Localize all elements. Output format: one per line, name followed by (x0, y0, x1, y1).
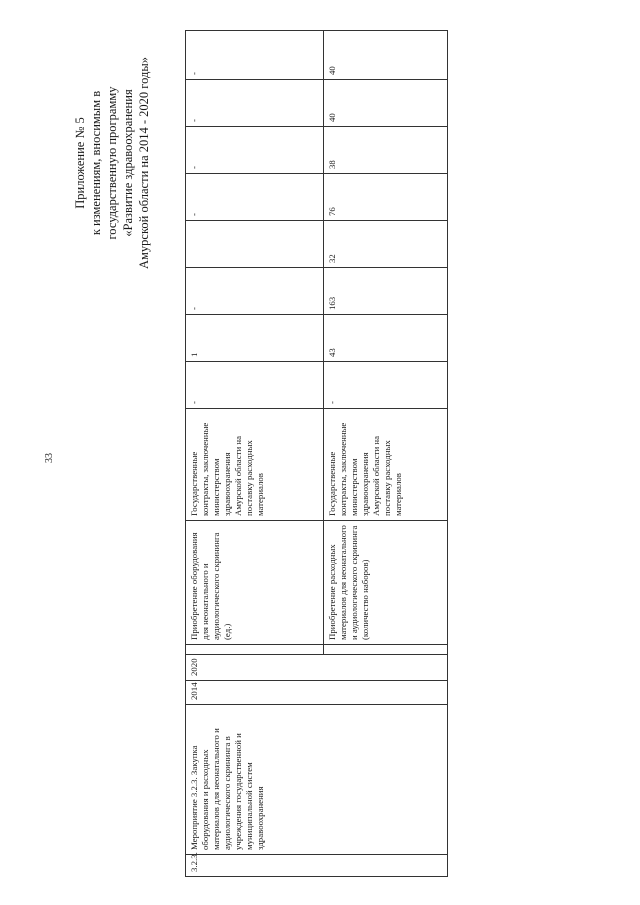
value-cell: - (186, 31, 324, 80)
value-cell: - (186, 80, 324, 127)
event-name: Мероприятие 3.2.3. Закупка оборудования и расходных материалов для неонатального и аудиологического скрининга в учреждения государственной и муниципальной систем здравоохранения (186, 705, 448, 855)
result-cell: Государственные контракты, заключенные министерством здравоохранения Амурской области на поставку расходных материалов (186, 409, 324, 521)
item-number: 3.2.3. (186, 855, 448, 877)
value-cell: 38 (324, 127, 448, 174)
value-cell: 32 (324, 221, 448, 268)
value-cell: - (324, 362, 448, 409)
indicator-cell: Приобретение оборудования для неонатального и аудиологического скрининга (ед.) (186, 521, 324, 645)
end-year: 2020 (186, 655, 448, 681)
empty-cell (324, 645, 448, 655)
value-cell: - (186, 174, 324, 221)
appendix-title: Приложение № 5 (73, 117, 87, 209)
value-cell: 163 (324, 268, 448, 315)
value-cell: 1 (186, 315, 324, 362)
value-cell: 40 (324, 80, 448, 127)
value-cell: - (186, 268, 324, 315)
value-cell: 76 (324, 174, 448, 221)
table-row (186, 31, 324, 877)
appendix-header (72, 13, 152, 313)
value-cell: 43 (324, 315, 448, 362)
appendix-line: к изменениям, вносимым в (89, 90, 103, 236)
appendix-line: Амурской области на 2014 - 2020 годы» (137, 57, 151, 270)
value-cell: - (186, 362, 324, 409)
page-number: 33 (44, 453, 55, 463)
appendix-line: «Развитие здравоохранения (121, 89, 135, 237)
indicator-cell: Приобретение расходных материалов для неонатального и аудиологического скрининга (количество наборов) (324, 521, 448, 645)
appendix-line: государственную программу (105, 86, 119, 240)
value-cell: 40 (324, 31, 448, 80)
value-cell: - (186, 127, 324, 174)
start-year: 2014 (186, 681, 448, 705)
program-table (185, 30, 448, 877)
result-cell: Государственные контракты, заключенные министерством здравоохранения Амурской области на поставку расходных материалов (324, 409, 448, 521)
value-cell (186, 221, 324, 268)
empty-cell (186, 645, 324, 655)
